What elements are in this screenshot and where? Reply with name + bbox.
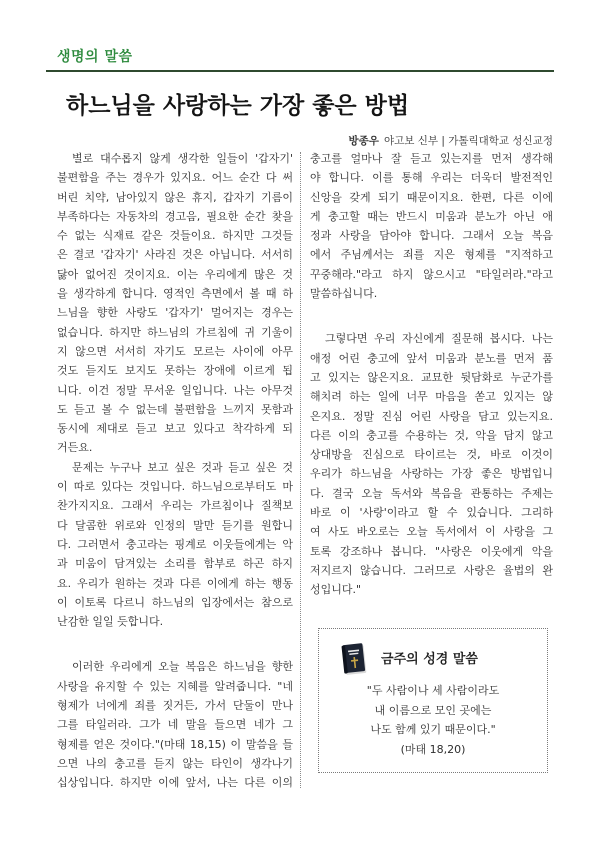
paragraph [57, 657, 293, 792]
text-line: 은 결코 '갑자기' 사라진 것은 아닙니다. 서서히 [57, 248, 293, 262]
scripture-heading: 금주의 성경 말씀 [381, 652, 478, 667]
text-line: 지 않으면 서서히 자기도 모르는 사이에 아무 [57, 344, 293, 358]
text-line: 불편함을 주는 경우가 있지요. 어느 순간 다 써 [57, 171, 293, 185]
text-line: 난감한 일일 듯합니다. [57, 615, 164, 629]
byline [349, 134, 553, 148]
text-line: 버린 치약, 남아있지 않은 휴지, 갑자기 기름이 [57, 190, 293, 204]
text-line: 수 없는 식재료 같은 것들이요. 하지만 그것들 [57, 229, 293, 243]
scripture-quote-line: "두 사람이나 세 사람이라도 [366, 684, 500, 697]
text-line: 동시에 제대로 듣고 보고 있다고 착각하게 되 [57, 422, 293, 436]
paragraph [57, 149, 293, 458]
text-line: 형제가 너에게 죄를 짓거든, 가서 단둘이 만나 [57, 699, 293, 713]
text-line: 정과 사랑을 담아야 합니다. 그래서 오늘 복음 [310, 229, 553, 243]
text-line: 해치려 하는 일에 너무 마음을 쏟고 있지는 않 [310, 390, 553, 404]
text-line: 그를 타일러라. 그가 네 말을 들으면 네가 그 [57, 718, 293, 732]
section-label: 생명의 말씀 [57, 49, 133, 65]
text-line: 십상입니다. 하지만 이에 앞서, 나는 다른 이의 [57, 776, 293, 790]
paragraph-continued [310, 149, 553, 303]
text-line: 상대방을 진심으로 타이르는 것, 바로 이것이 [310, 448, 553, 462]
text-line: 것도 듣지도 보지도 못하는 장애에 이르게 됩 [57, 364, 293, 378]
text-line: 사랑을 유지할 수 있는 지혜를 알려줍니다. "네 [57, 679, 293, 693]
left-column [57, 149, 293, 793]
paragraph [310, 329, 553, 599]
text-line: 은지요. 정말 진심 어린 사랑을 담고 있는지요. [310, 409, 553, 423]
text-line: 니다. 이건 정말 무서운 일입니다. 나는 아무것 [57, 383, 293, 397]
text-line: 다 달콤한 위로와 인정의 말만 듣기를 원합니 [57, 518, 293, 532]
scripture-quote-line: 내 이름으로 모인 곳에는 [374, 703, 492, 717]
text-line: 그렇다면 우리 자신에게 질문해 봅시다. 나는 [325, 332, 553, 346]
text-line: 바로 이 '사랑'이라고 할 수 있습니다. 그리하 [310, 506, 553, 520]
paragraph [57, 458, 293, 632]
text-line: 토록 강조하나 봅니다. "사랑은 이웃에게 악을 [310, 544, 553, 558]
text-line: 을 생각하게 합니다. 영적인 측면에서 볼 때 하 [57, 287, 293, 301]
text-line: 부족하다는 자동차의 경고음, 필요한 순간 찾을 [57, 209, 293, 223]
text-line: 저지르지 않습니다. 그러므로 사랑은 율법의 완 [310, 563, 553, 577]
text-line: 찬가지지요. 그래서 우리는 가르침이나 질책보 [57, 499, 293, 513]
text-line: 별로 대수롭지 않게 생각한 일들이 '갑자기' [72, 152, 293, 165]
text-line: 문제는 누구나 보고 싶은 것과 듣고 싶은 것 [72, 460, 293, 474]
text-line: 에서 주님께서는 죄를 지은 형제를 "지적하고 [310, 248, 553, 262]
column-divider [300, 152, 301, 788]
text-line: 없습니다. 하지만 하느님의 가르침에 귀 기울이 [57, 325, 293, 339]
text-line: 고 있지는 않은지요. 교묘한 뒷담화로 누군가를 [310, 370, 553, 384]
text-line: 요. 우리가 원하는 것과 다른 이에게 하는 행동 [57, 576, 293, 590]
text-line: 충고를 얼마나 잘 듣고 있는지를 먼저 생각해 [310, 152, 553, 165]
text-line: 다. 그러면서 충고라는 핑계로 이웃들에게는 악 [57, 537, 293, 551]
author-name: 방종우 [348, 135, 379, 147]
text-line: 거든요. [57, 441, 93, 455]
text-line: 게 충고할 때는 반드시 미움과 분노가 아닌 애 [310, 209, 553, 223]
text-line: 신앙을 갖게 되기 때문이지요. 한편, 다른 이에 [310, 190, 553, 204]
scripture-quote-line: 나도 함께 있기 때문이다." [370, 723, 496, 736]
text-line: 이러한 우리에게 오늘 복음은 하느님을 향한 [72, 660, 293, 674]
right-column [310, 149, 553, 600]
text-line: 다른 이의 충고를 수용하는 것, 악을 담지 않고 [310, 428, 553, 442]
text-line: 애정 어린 충고에 앞서 미움과 분노를 먼저 품 [310, 351, 553, 365]
text-line: 야 합니다. 이를 통해 우리는 더욱더 발전적인 [310, 171, 553, 185]
text-line: 이 이토록 다르니 하느님의 입장에서는 참으로 [57, 595, 293, 609]
text-line: 느님을 향한 사랑도 '갑자기' 멀어지는 경우는 [57, 306, 293, 320]
article-title: 하느님을 사랑하는 가장 좋은 방법 [66, 92, 410, 119]
text-line: 도 듣고 볼 수 없는데 불편함을 느끼지 못함과 [57, 402, 293, 416]
text-line: 말씀하십니다. [310, 287, 378, 301]
text-line: 과 미움이 담겨있는 소리를 함부로 하곤 하지 [57, 557, 293, 571]
scripture-reference: (마태 18,20) [400, 742, 466, 756]
text-line: 여 사도 바오로는 오늘 독서에서 이 사랑을 그 [310, 525, 553, 539]
text-line: 으면 나의 충고를 듣지 않는 타인이 생각나기 [57, 756, 293, 770]
text-line: 성입니다." [310, 583, 362, 597]
text-line: 이 따로 있다는 것입니다. 하느님으로부터도 마 [57, 480, 293, 494]
scripture-box [318, 628, 548, 773]
text-line: 닳아 없어진 것이지요. 이는 우리에게 많은 것 [57, 267, 293, 281]
text-line: 우리가 하느님을 사랑하는 가장 좋은 방법입니 [310, 467, 553, 481]
text-line: 형제를 얻은 것이다."(마태 18,15) 이 말씀을 들 [57, 737, 293, 751]
header-rule [46, 70, 554, 72]
text-line: 다. 결국 오늘 독서와 복음을 관통하는 주제는 [310, 486, 553, 500]
scripture-quote [319, 681, 547, 759]
holy-bible-icon [341, 643, 369, 677]
author-role: 야고보 신부 | 가톨릭대학교 성신교정 [383, 135, 553, 147]
text-line: 꾸중해라."라고 하지 않으시고 "타일러라."라고 [310, 267, 553, 281]
